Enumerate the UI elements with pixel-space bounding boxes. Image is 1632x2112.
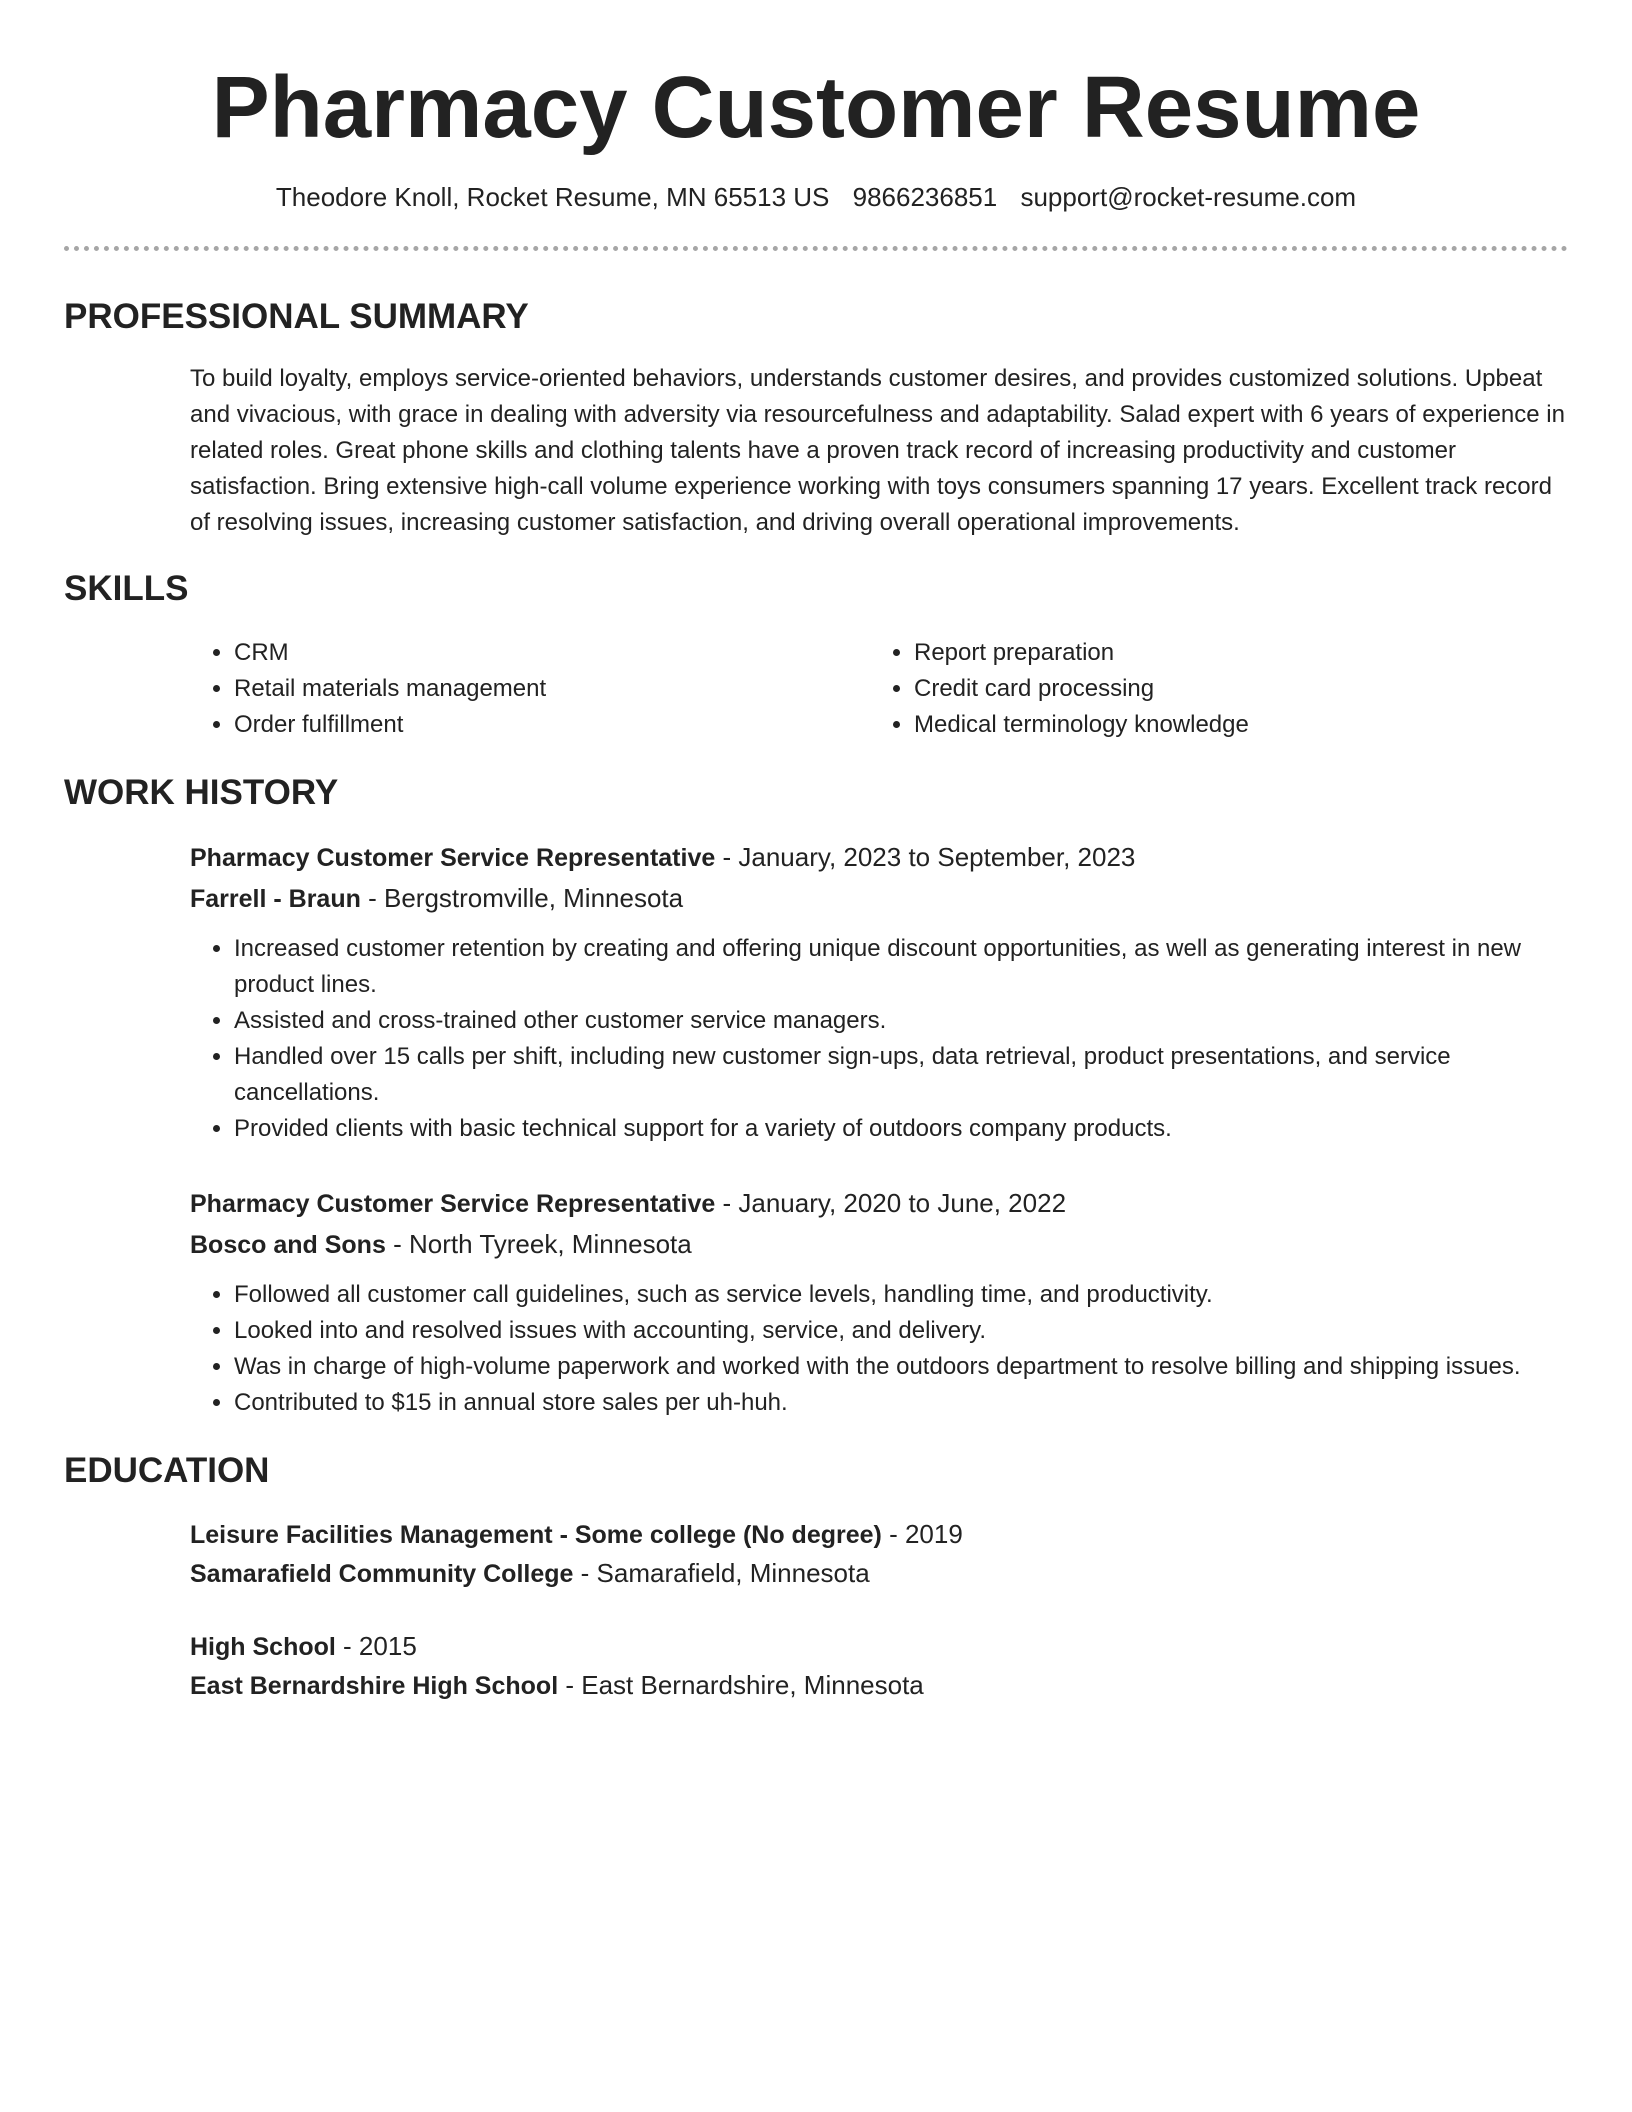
skills-heading: SKILLS [64, 569, 189, 608]
contact-address: Theodore Knoll, Rocket Resume, MN 65513 US [275, 182, 830, 212]
job-duty: • Was in charge of high-volume paperwork and worked with the outdoors department to resolve billing and shipping issues. [234, 1349, 1568, 1385]
skill-item: • Order fulfillment [234, 707, 870, 743]
education-location: - East Bernardshire, Minnesota [558, 1670, 924, 1700]
contact-email: support@rocket-resume.com [1020, 182, 1357, 212]
job-company-line [190, 878, 1568, 919]
job-location: - Bergstromville, Minnesota [360, 883, 684, 913]
education-entry [190, 1627, 1568, 1705]
education-location: - Samarafield, Minnesota [573, 1558, 870, 1588]
summary-heading: PROFESSIONAL SUMMARY [64, 297, 529, 336]
job-title: Pharmacy Customer Service Representative [190, 844, 716, 872]
skills-column-left [190, 635, 870, 743]
job-duty: • Contributed to $15 in annual store sales per uh-huh. [234, 1385, 1568, 1421]
job-title: Pharmacy Customer Service Representative [190, 1190, 716, 1218]
education-year: - 2015 [335, 1631, 417, 1661]
job-company: Bosco and Sons [190, 1231, 386, 1259]
job-location: - North Tyreek, Minnesota [385, 1229, 692, 1259]
job-duties [190, 931, 1568, 1147]
education-school-line [190, 1666, 1568, 1705]
education-year: - 2019 [881, 1519, 963, 1549]
job-title-line [190, 1183, 1568, 1224]
job-dates: - January, 2020 to June, 2022 [715, 1188, 1067, 1218]
skills-column-right [870, 635, 1570, 743]
job-duty: • Followed all customer call guidelines, such as service levels, handling time, and productivity. [234, 1277, 1568, 1313]
contact-phone: 9866236851 [852, 182, 998, 212]
resume-title: Pharmacy Customer Resume [211, 59, 1421, 156]
job-duty: • Looked into and resolved issues with accounting, service, and delivery. [234, 1313, 1568, 1349]
job-entry [190, 837, 1568, 1147]
education-school: East Bernardshire High School [190, 1672, 559, 1700]
header-divider [64, 246, 1568, 251]
job-company: Farrell - Braun [190, 885, 361, 913]
education-heading: EDUCATION [64, 1451, 270, 1490]
education-degree-line [190, 1515, 1568, 1554]
job-duty: • Provided clients with basic technical support for a variety of outdoors company products. [234, 1111, 1568, 1147]
contact-line [64, 180, 1568, 214]
job-dates: - January, 2023 to September, 2023 [715, 842, 1136, 872]
job-duty: • Handled over 15 calls per shift, including new customer sign-ups, data retrieval, product presentations, and service cancellations. [234, 1039, 1568, 1111]
skill-item: • Credit card processing [914, 671, 1570, 707]
summary-text: To build loyalty, employs service-oriented behaviors, understands customer desires, and provides customized solutions. Upbeat and vivacious, with grace in dealing with adversity via resourcefulness and adaptability. Salad expert with 6 years of experience in related roles. Great phone skills and clothing talents have a proven track record of increasing productivity and customer satisfaction. Bring extensive high-call volume experience working with toys consumers spanning 17 years. Excellent track record of resolving issues, increasing customer satisfaction, and driving overall operational improvements. [190, 365, 1565, 536]
job-duty: • Increased customer retention by creating and offering unique discount opportunities, as well as generating interest in new product lines. [234, 931, 1568, 1003]
skills-list [190, 635, 1568, 743]
education-school: Samarafield Community College [190, 1560, 574, 1588]
education-degree-line [190, 1627, 1568, 1666]
skill-item: • Report preparation [914, 635, 1570, 671]
job-duty: • Assisted and cross-trained other customer service managers. [234, 1003, 1568, 1039]
job-entry [190, 1183, 1568, 1421]
education-school-line [190, 1554, 1568, 1593]
skill-item: • Retail materials management [234, 671, 870, 707]
skill-item: • Medical terminology knowledge [914, 707, 1570, 743]
education-degree: High School [190, 1633, 336, 1661]
education-entry [190, 1515, 1568, 1593]
work-history-heading: WORK HISTORY [64, 773, 339, 812]
job-duties [190, 1277, 1568, 1421]
education-degree: Leisure Facilities Management - Some college (No degree) [190, 1521, 882, 1549]
job-title-line [190, 837, 1568, 878]
job-company-line [190, 1224, 1568, 1265]
skill-item: • CRM [234, 635, 870, 671]
